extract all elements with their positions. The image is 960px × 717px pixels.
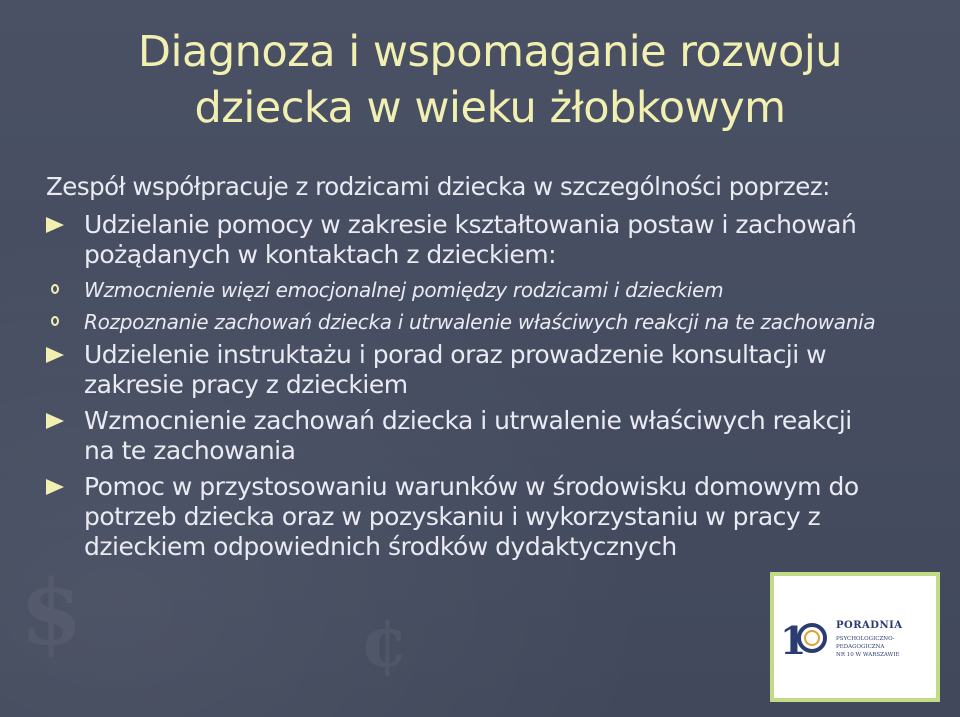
triangle-bullet-icon — [46, 347, 64, 363]
logo-subtitle: PSYCHOLOGICZNO-PEDAGOGICZNA — [836, 636, 895, 650]
background-watermark: $ — [20, 560, 83, 666]
slide-content — [46, 172, 876, 568]
bullet-item — [46, 340, 876, 400]
bullet-text: Udzielenie instruktażu i porad oraz prowadzenie konsultacji w zakresie pracy z dzieckiem — [84, 340, 827, 399]
triangle-bullet-icon — [46, 479, 64, 495]
bullet-item — [46, 472, 876, 562]
sub-bullet-text: Wzmocnienie więzi emocjonalnej pomiędzy rodzicami i dzieckiem — [84, 278, 724, 302]
bullet-text: Pomoc w przystosowaniu warunków w środowisku domowym do potrzeb dziecka oraz w pozyskaniu i wykorzystaniu w pracy z dzieckiem odpowiednich środków dydaktycznych — [84, 472, 859, 561]
slide-title: Diagnoza i wspomaganie rozwoju dziecka w wieku żłobkowym — [137, 27, 843, 133]
logo-emblem-icon — [780, 614, 828, 662]
sub-bullet-item — [46, 276, 876, 304]
circle-bullet-icon — [51, 316, 59, 326]
bullet-item — [46, 406, 876, 466]
background-watermark: ¢ — [360, 600, 409, 683]
logo-subtitle: NR 10 W WARSZAWIE — [836, 652, 900, 658]
triangle-bullet-icon — [46, 217, 64, 233]
intro-text: Zespół współpracuje z rodzicami dziecka w szczególności poprzez: — [46, 172, 830, 201]
sub-bullet-text: Rozpoznanie zachowań dziecka i utrwalenie właściwych reakcji na te zachowania — [84, 310, 876, 334]
svg-text:1: 1 — [780, 618, 807, 662]
logo-text — [836, 620, 936, 659]
triangle-bullet-icon — [46, 413, 64, 429]
bullet-item — [46, 210, 876, 270]
logo-title: PORADNIA — [836, 620, 903, 631]
poradnia-logo — [770, 572, 940, 702]
circle-bullet-icon — [51, 284, 59, 294]
bullet-text: Udzielanie pomocy w zakresie kształtowania postaw i zachowań pożądanych w kontaktach z dzieckiem: — [84, 210, 857, 269]
bullet-text: Wzmocnienie zachowań dziecka i utrwalenie właściwych reakcji na te zachowania — [84, 406, 852, 465]
sub-bullet-item — [46, 308, 876, 336]
